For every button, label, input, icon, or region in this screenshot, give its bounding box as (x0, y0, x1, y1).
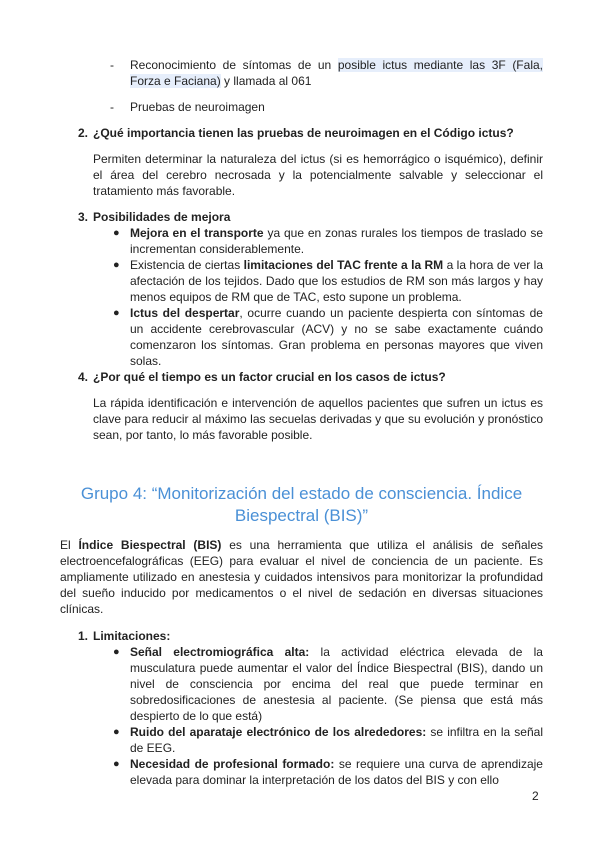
section-heading: Grupo 4: “Monitorización del estado de consciencia. Índice Biespectral (BIS)” (80, 484, 523, 525)
bullet-icon: ● (113, 259, 120, 271)
list-item (130, 756, 543, 788)
intro-paragraph (60, 537, 543, 617)
bullet-icon: ● (113, 307, 120, 319)
list-item (130, 644, 543, 724)
list-item-text: y llamada al 061 (220, 74, 312, 88)
list-item-text: se infiltra en la señal de EEG. (130, 725, 543, 755)
list-title: Limitaciones: (93, 629, 171, 643)
bullet-icon: ● (113, 227, 120, 239)
question-number: 4. (78, 370, 89, 384)
list-dash: - (110, 100, 114, 114)
page-number: 2 (532, 789, 539, 803)
bullet-icon: ● (113, 726, 120, 738)
question-number: 3. (78, 210, 89, 224)
list-item (130, 257, 543, 305)
list-item-text: Reconocimiento de síntomas de un (130, 58, 338, 72)
list-item-text: Existencia de ciertas (130, 258, 244, 272)
question-number: 2. (78, 126, 89, 140)
question-title: Posibilidades de mejora (93, 210, 231, 224)
list-item-text: la actividad eléctrica elevada de la musculatura puede aumentar el valor del Índice Biespectral (BIS), dando un nivel de consciencia por encima del real que puede terminar en sobredosificaciones de anestesia al paciente. (Se piensa que está más despierto de lo que está) (130, 645, 543, 723)
list-item (130, 724, 543, 756)
bold-term: Señal electromiográfica alta: (130, 645, 310, 659)
bold-term: Ictus del despertar (130, 306, 240, 320)
bold-term: Índice Biespectral (BIS) (78, 538, 222, 552)
bullet-icon: ● (113, 758, 120, 770)
list-item-neuroimaging: Pruebas de neuroimagen (130, 100, 265, 114)
bold-term: Necesidad de profesional formado: (130, 757, 335, 771)
answer-paragraph: La rápida identificación e intervención de aquellos pacientes que sufren un ictus es clave para reducir al máximo las secuelas derivadas y que su evolución y pronóstico sean, por tanto, lo más favorable posible. (93, 396, 543, 442)
list-number: 1. (78, 629, 89, 643)
question-title: ¿Qué importancia tienen las pruebas de neuroimagen en el Código ictus? (93, 126, 514, 140)
list-item-symptoms (130, 57, 543, 89)
intro-text: es una herramienta que utiliza el análisis de señales electroencefalográficas (EEG) para evaluar el nivel de conciencia de un paciente. Es ampliamente utilizado en anestesia y cuidados intensivos para monitorizar la profundidad del sueño inducido por medicamentos o el nivel de sedación en diversas situaciones clínicas. (60, 538, 543, 616)
bullet-icon: ● (113, 646, 120, 658)
list-item-text: a la hora de ver la afectación de los tejidos. Dado que los estudios de RM son más largos y hay menos equipos de RM que de TAC, esto supone un problema. (130, 258, 543, 304)
list-item-text: se requiere una curva de aprendizaje elevada para dominar la interpretación de los datos del BIS y con ello (130, 757, 543, 787)
list-item (130, 305, 543, 369)
answer-paragraph: Permiten determinar la naturaleza del ictus (si es hemorrágico o isquémico), definir el área del cerebro necrosada y la potencialmente salvable y seleccionar el tratamiento más favorable. (93, 152, 543, 198)
bold-term: Mejora en el transporte (130, 226, 264, 240)
bold-term: limitaciones del TAC frente a la RM (243, 258, 444, 272)
question-title: ¿Por qué el tiempo es un factor crucial en los casos de ictus? (93, 370, 446, 384)
list-item (130, 225, 543, 257)
list-item-text: ya que en zonas rurales los tiempos de traslado se incrementan considerablemente. (130, 226, 543, 256)
list-dash: - (110, 58, 114, 72)
intro-text: El (60, 538, 79, 552)
highlighted-text: posible ictus mediante las 3F (Fala, Forza e Faciana) (130, 58, 543, 88)
list-item-text: , ocurre cuando un paciente despierta con síntomas de un accidente cerebrovascular (ACV) y no se sabe exactamente cuándo comenzaron los síntomas. Gran problema en personas mayores que viven solas. (130, 306, 543, 368)
bold-term: Ruido del aparataje electrónico de los alrededores: (130, 725, 427, 739)
